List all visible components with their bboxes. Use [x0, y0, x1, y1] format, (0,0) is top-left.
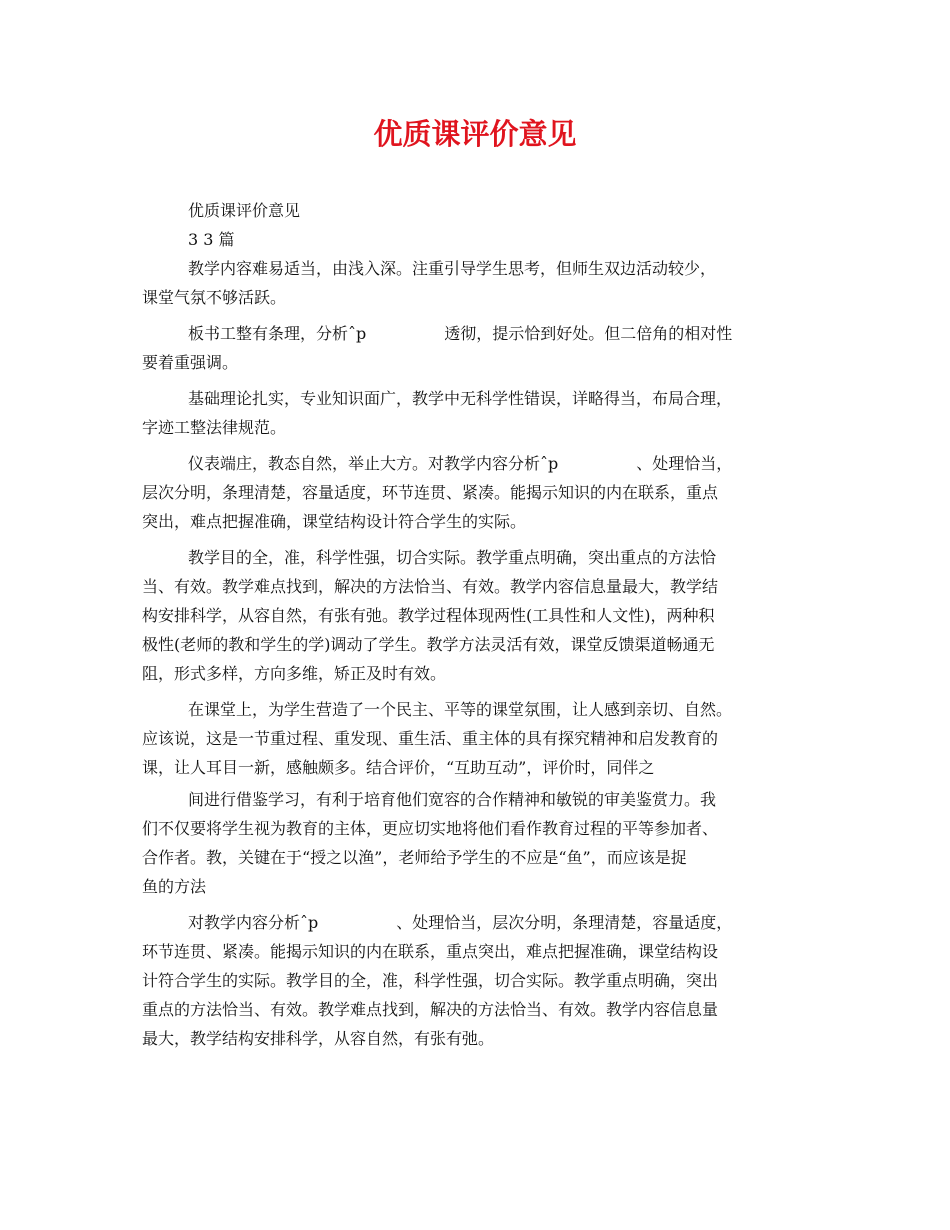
text-line: 突出，难点把握准确，课堂结构设计符合学生的实际。 [142, 512, 527, 531]
paragraph-1 [142, 254, 811, 312]
paragraph-2 [142, 319, 811, 377]
text-line: 阻，形式多样，方向多维，矫正及时有效。 [142, 664, 447, 683]
text-line: 层次分明，条理清楚，容量适度，环节连贯、紧凑。能揭示知识的内在联系，重点 [142, 483, 719, 502]
text-line: 合作者。教，关键在于“授之以渔”，老师给予学生的不应是“鱼”，而应该是捉 [142, 848, 687, 867]
paragraph-5 [142, 543, 811, 688]
text-line: 课堂气氛不够活跃。 [142, 288, 287, 307]
text-run: 对教学内容分析ˆp [188, 913, 319, 932]
text-run: 板书工整有条理，分析ˆp [188, 324, 367, 343]
text-run: 透彻，提示恰到好处。但二倍角的相对性 [444, 324, 733, 343]
text-line: 计符合学生的实际。教学目的全，准，科学性强，切合实际。教学重点明确，突出 [142, 971, 719, 990]
text-line [142, 319, 811, 348]
text-line: 构安排科学，从容自然，有张有弛。教学过程体现两性(工具性和人文性)，两种积 [142, 606, 715, 625]
text-run: 仪表端庄，教态自然，举止大方。对教学内容分析ˆp [188, 454, 559, 473]
text-line: 重点的方法恰当、有效。教学难点找到，解决的方法恰当、有效。教学内容信息量 [142, 1000, 719, 1019]
text-line: 极性(老师的教和学生的学)调动了学生。教学方法灵活有效，课堂反馈渠道畅通无 [142, 635, 715, 654]
text-line: 们不仅要将学生视为教育的主体，更应切实地将他们看作教育过程的平等参加者、 [142, 819, 719, 838]
text-line: 应该说，这是一节重过程、重发现、重生活、重主体的具有探究精神和启发教育的 [142, 729, 719, 748]
paragraph-4 [142, 449, 811, 536]
document-body [142, 196, 811, 1053]
subtitle-line: 优质课评价意见 [188, 201, 301, 220]
text-line: 当、有效。教学难点找到，解决的方法恰当、有效。教学内容信息量最大，教学结 [142, 577, 719, 596]
paragraph-6 [142, 695, 811, 782]
text-line: 要着重强调。 [142, 353, 239, 372]
text-line: 环节连贯、紧凑。能揭示知识的内在联系，重点突出，难点把握准确，课堂结构设 [142, 942, 719, 961]
text-run: 、处理恰当， [636, 454, 733, 473]
text-line: 字迹工整法律规范。 [142, 418, 287, 437]
text-line: 间进行借鉴学习，有利于培育他们宽容的合作精神和敏锐的审美鉴赏力。我 [188, 790, 717, 809]
text-run: 、处理恰当，层次分明，条理清楚，容量适度， [396, 913, 733, 932]
paragraph-3 [142, 384, 811, 442]
text-line: 基础理论扎实，专业知识面广，教学中无科学性错误，详略得当，布局合理， [188, 389, 733, 408]
text-line [142, 449, 811, 478]
document-title: 优质课评价意见 [373, 117, 577, 151]
text-line: 最大，教学结构安排科学，从容自然，有张有弛。 [142, 1029, 495, 1048]
text-line [142, 908, 811, 937]
text-line: 在课堂上，为学生营造了一个民主、平等的课堂氛围，让人感到亲切、自然。 [188, 700, 733, 719]
count-line: 3 3 篇 [188, 230, 235, 249]
paragraph-7 [142, 785, 811, 901]
text-line: 教学目的全，准，科学性强，切合实际。教学重点明确，突出重点的方法恰 [188, 548, 717, 567]
paragraph-8 [142, 908, 811, 1053]
text-line: 鱼的方法 [142, 877, 207, 896]
text-line: 教学内容难易适当，由浅入深。注重引导学生思考，但师生双边活动较少， [188, 259, 717, 278]
text-line: 课，让人耳目一新，感触颇多。结合评价，“互助互动”，评价时，同伴之 [142, 758, 655, 777]
